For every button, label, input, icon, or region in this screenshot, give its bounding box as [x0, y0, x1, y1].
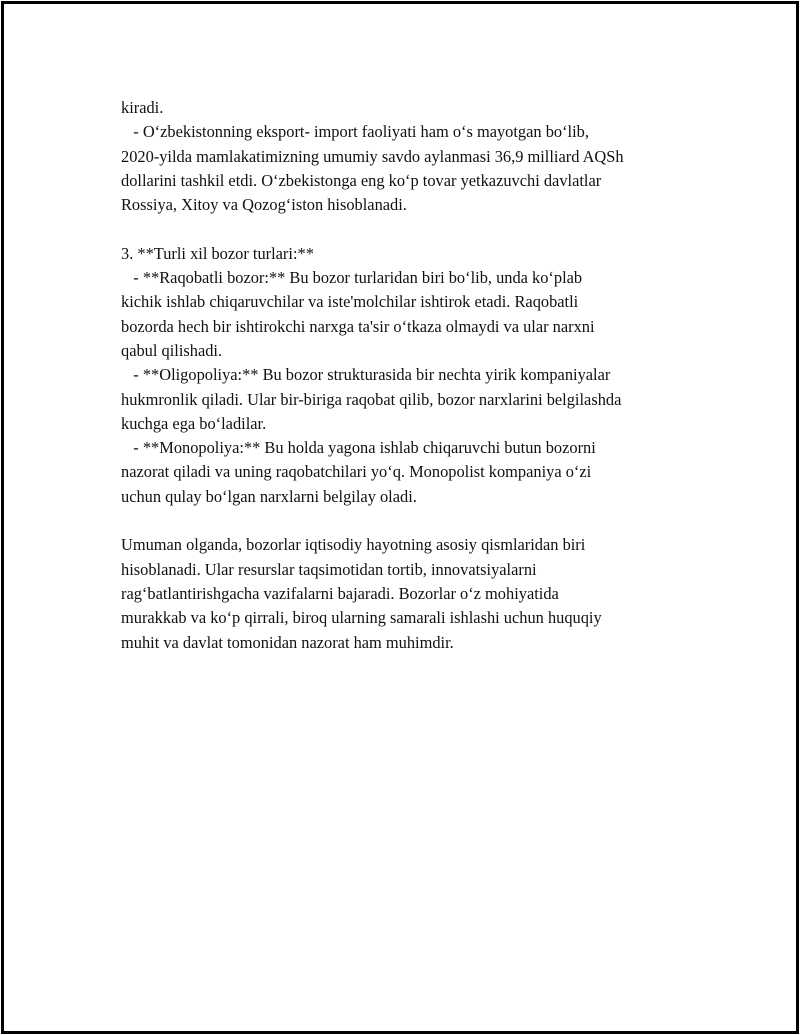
text-line: hisoblanadi. Ular resurslar taqsimotidan tortib, innovatsiyalarni: [121, 559, 537, 579]
text-line: 2020-yilda mamlakatimizning umumiy savdo aylanmasi 36,9 milliard AQSh: [121, 146, 624, 166]
blank-line: [121, 509, 711, 533]
text-line: kichik ishlab chiqaruvchilar va iste'molchilar ishtirok etadi. Raqobatli: [121, 292, 579, 312]
text-line: murakkab va ko‘p qirrali, biroq ularning samarali ishlashi uchun huquqiy: [121, 608, 602, 628]
text-line: uchun qulay bo‘lgan narxlarni belgilay oladi.: [121, 486, 417, 506]
text-line: - **Oligopoliya:** Bu bozor strukturasida bir nechta yirik kompaniyalar: [121, 365, 611, 385]
text-line: bozorda hech bir ishtirokchi narxga ta'sir o‘tkaza olmaydi va ular narxni: [121, 316, 595, 336]
document-body: [121, 96, 711, 655]
text-line: Umuman olganda, bozorlar iqtisodiy hayotning asosiy qismlaridan biri: [121, 535, 586, 555]
blank-line: [121, 217, 711, 241]
text-line: Rossiya, Xitoy va Qozog‘iston hisoblanadi.: [121, 195, 407, 215]
text-line: kiradi.: [121, 98, 164, 117]
text-line: kuchga ega bo‘ladilar.: [121, 413, 267, 433]
text-line: - O‘zbekistonning eksport- import faoliyati ham o‘s mayotgan bo‘lib,: [121, 122, 589, 142]
text-line: nazorat qiladi va uning raqobatchilari yo‘q. Monopolist kompaniya o‘zi: [121, 462, 592, 482]
text-line: qabul qilishadi.: [121, 340, 223, 360]
text-line: - **Monopoliya:** Bu holda yagona ishlab chiqaruvchi butun bozorni: [121, 438, 596, 458]
text-line: muhit va davlat tomonidan nazorat ham muhimdir.: [121, 632, 454, 652]
text-line: hukmronlik qiladi. Ular bir-biriga raqobat qilib, bozor narxlarini belgilashda: [121, 389, 622, 409]
page-frame: [1, 1, 799, 1034]
text-line: dollarini tashkil etdi. O‘zbekistonga eng ko‘p tovar yetkazuvchi davlatlar: [121, 170, 602, 190]
text-line: - **Raqobatli bozor:** Bu bozor turlaridan biri bo‘lib, unda ko‘plab: [121, 268, 583, 288]
text-line: 3. **Turli xil bozor turlari:**: [121, 243, 314, 263]
text-line: rag‘batlantirishgacha vazifalarni bajaradi. Bozorlar o‘z mohiyatida: [121, 583, 559, 603]
